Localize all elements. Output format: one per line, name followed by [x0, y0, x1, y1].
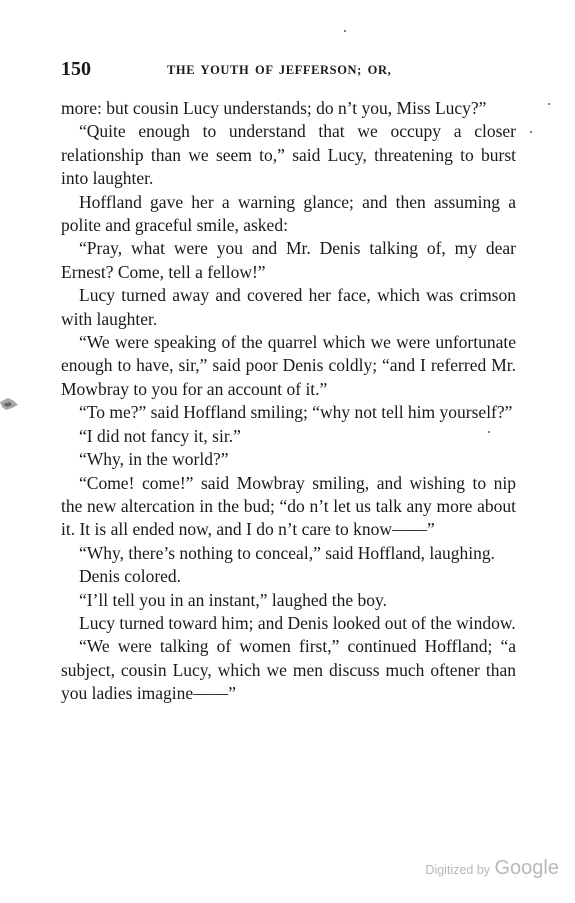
paragraph: Hoffland gave her a warning glance; and then assuming a polite and graceful smile, asked: [61, 191, 516, 236]
ink-speck [344, 30, 346, 32]
running-head: THE YOUTH OF JEFFERSON; OR, [167, 63, 392, 77]
digitized-watermark [425, 857, 559, 880]
watermark-prefix: Digitized by [425, 863, 491, 877]
paragraph: more: but cousin Lucy understands; do n’t you, Miss Lucy?” [61, 98, 487, 118]
ink-speck [548, 103, 550, 105]
paragraph: Lucy turned toward him; and Denis looked out of the window. [79, 612, 516, 633]
paragraph: “Why, in the world?” [79, 449, 229, 470]
body-text [61, 97, 516, 706]
paragraph: “I did not fancy it, sir.” [79, 425, 241, 446]
paragraph: “Pray, what were you and Mr. Denis talking of, my dear Ernest? Come, tell a fellow!” [61, 238, 516, 282]
ink-speck [530, 131, 532, 133]
ink-speck [488, 431, 490, 433]
paragraph: “Quite enough to understand that we occupy a closer relationship than we seem to,” said Lucy, threatening to burst into laughter. [61, 121, 516, 189]
paragraph: Denis colored. [79, 566, 182, 587]
paragraph: “I’ll tell you in an instant,” laughed the boy. [79, 589, 387, 610]
page-number: 150 [61, 58, 91, 80]
margin-smudge [0, 396, 18, 412]
paragraph: “We were speaking of the quarrel which we were unfortunate enough to have, sir,” said poor Denis coldly; “and I referred Mr. Mowbray to you for an account of it.” [61, 332, 516, 399]
paragraph: “We were talking of women first,” continued Hoffland; “a subject, cousin Lucy, which we men discuss much oftener than you ladies imagine——” [61, 636, 516, 704]
paragraph: “Come! come!” said Mowbray smiling, and wishing to nip the new altercation in the bud; “do n’t let us talk any more about it. It is all ended now, and I do n’t care to know——” [61, 472, 516, 540]
paragraph: “Why, there’s nothing to conceal,” said Hoffland, laughing. [79, 542, 495, 563]
paragraph: “To me?” said Hoffland smiling; “why not tell him yourself?” [79, 402, 513, 423]
watermark-brand: Google [494, 857, 559, 879]
page-header [61, 58, 517, 82]
paragraph: Lucy turned away and covered her face, which was crimson with laughter. [61, 285, 516, 329]
